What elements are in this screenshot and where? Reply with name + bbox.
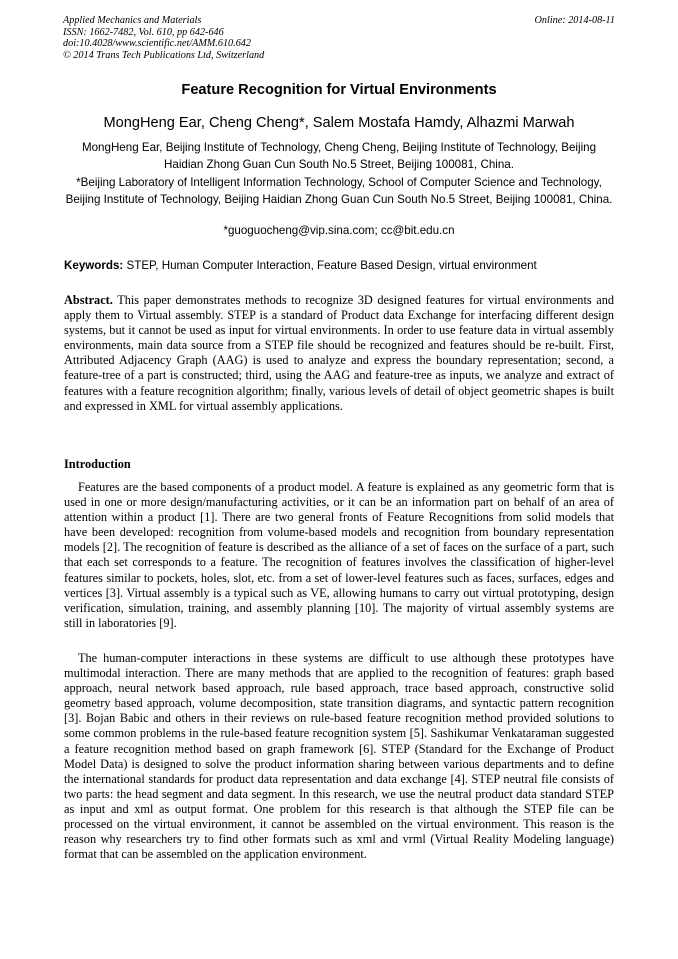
keywords-line xyxy=(64,259,624,272)
copyright-line: © 2014 Trans Tech Publications Ltd, Switzerland xyxy=(63,49,265,61)
abstract-block xyxy=(64,293,614,414)
abstract-label: Abstract. xyxy=(64,293,113,307)
online-date: Online: 2014-08-11 xyxy=(534,15,615,26)
introduction-paragraph-2 xyxy=(64,651,614,862)
affiliation-1: MongHeng Ear, Beijing Institute of Technology, Cheng Cheng, Beijing Institute of Technology, Beijing Haidian Zhong Guan Cun South No.5 Street, Beijing 100081, China. xyxy=(81,141,597,172)
issn-line: ISSN: 1662-7482, Vol. 610, pp 642-646 xyxy=(63,26,224,38)
section-heading-introduction: Introduction xyxy=(64,457,131,471)
paper-title: Feature Recognition for Virtual Environments xyxy=(181,82,497,98)
journal-name: Applied Mechanics and Materials xyxy=(63,15,202,26)
paragraph-text: Features are the based components of a product model. A feature is explained as any geometric form that is used in one or more design/manufacturing activities, or it can be an information part on behalf of an area of attention within a product [1]. There are two general fronts of Feature Recognitions from solid models that have been developed: recognition from volume-based models and recognition from boundary representation models [2]. The recognition of feature is described as the alliance of a set of faces on the surface of a part, such that each set corresponds to a feature. The recognition of features involves the classification of higher-level features similar to pockets, holes, slot, etc. from a set of lower-level features such as faces, surfaces, edges and vertices [3]. Virtual assembly is a typical such as VE, allowing humans to carry out virtual prototyping, design verification, simulation, training, and assembly planning [10]. The majority of virtual assembly systems are still in laboratories [9]. xyxy=(64,480,614,630)
keywords-text: STEP, Human Computer Interaction, Feature Based Design, virtual environment xyxy=(123,259,537,272)
contact-email: *guoguocheng@vip.sina.com; cc@bit.edu.cn xyxy=(223,224,455,237)
introduction-paragraph-1 xyxy=(64,480,614,631)
doi-line: doi:10.4028/www.scientific.net/AMM.610.642 xyxy=(63,38,251,50)
journal-header xyxy=(63,15,615,61)
paragraph-text: The human-computer interactions in these systems are difficult to use although these prototypes have multimodal interaction. There are many methods that are applied to the recognition of features: graph based approach, neural network based approach, rule based approach, trace based approach, constructive solid geometry based approach, volume decomposition, state transition diagrams, and syntactic pattern recognition [3]. Bojan Babic and others in their reviews on rule-based feature recognition method provided solutions to some common problems in the rule-based feature recognition system [5]. Sashikumar Venkataraman suggested a feature recognition method based on graph framework [6]. STEP (Standard for the Exchange of Product Model Data) is designed to solve the product information sharing between various departments and to define the international standards for product data representation and data exchange [4]. STEP neutral file consists of two parts: the head segment and data segment. In this research, we use the neutral product data standard STEP as input and xml as output format. One problem for this research is that although the STEP file can be processed on the virtual environment, it cannot be assembled on the virtual environment. This reason is the reason why researchers try to find other formats such as xml and vrml (Virtual Reality Modeling language) format that can be assembled on the application environment. xyxy=(64,651,614,862)
affiliation-2: *Beijing Laboratory of Intelligent Information Technology, School of Computer Science and Technology, Beijing Institute of Technology, Beijing Haidian Zhong Guan Cun South No.5 Street, Beijing 100081, China. xyxy=(65,176,613,207)
abstract-text: This paper demonstrates methods to recognize 3D designed features for virtual environments and apply them to Virtual assembly. STEP is a standard of Product data Exchange for interfacing different design systems, but it cannot be used as input for virtual environments. In order to use feature data in virtual assembly environments, main data source from a STEP file should be recognized and features should be re-built. First, Attributed Adjacency Graph (AAG) is used to analyze and express the boundary representation; second, a feature-tree of a part is constructed; third, using the AAG and feature-tree as inputs, we analyze and extract of features with a feature recognition algorithm; finally, various levels of detail of object geometric shapes is built and expressed in XML for virtual assembly applications. xyxy=(64,293,614,413)
author-list: MongHeng Ear, Cheng Cheng*, Salem Mostafa Hamdy, Alhazmi Marwah xyxy=(103,115,575,131)
keywords-label: Keywords: xyxy=(64,259,124,272)
